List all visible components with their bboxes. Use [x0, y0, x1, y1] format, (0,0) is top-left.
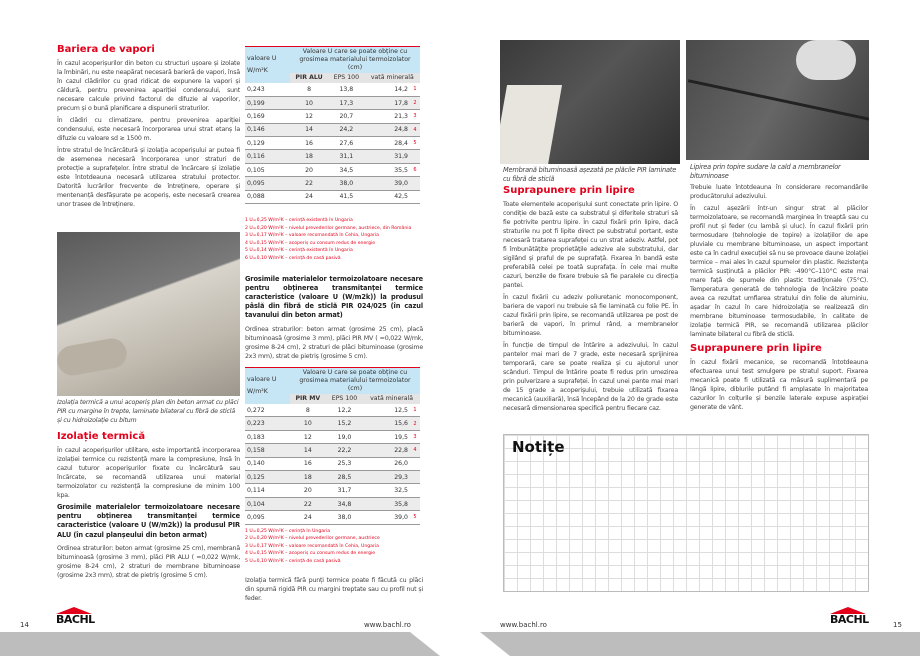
- pir-thickness: 8: [290, 83, 328, 96]
- u-value: 0,183: [245, 430, 290, 443]
- footnote-ref: [410, 484, 420, 497]
- eps-thickness: 24,2: [328, 123, 365, 136]
- notes-grid[interactable]: [503, 434, 869, 592]
- eps-thickness: 38,0: [326, 511, 364, 524]
- pir-thickness: 8: [290, 404, 326, 417]
- footnote: 2 U=0,20 W/m²K – nivelul prevederilor germane, austriece, din România: [245, 225, 412, 231]
- col-header-eps: EPS 100: [328, 73, 365, 83]
- u-value: 0,158: [245, 444, 290, 457]
- footnote-ref: [410, 190, 420, 203]
- u-value: 0,105: [245, 163, 290, 176]
- pir-thickness: 22: [290, 497, 326, 510]
- paragraph: În cazul fixării cu adeziv poliuretanic monocomponent, bariera de vapori nu trebuie să fie laminată cu folie PE. În cazul fixării prin lipire, se recomandă utilizarea pe post de barieră de vapori, în primul rând, a membranelor bituminoase.: [503, 294, 678, 338]
- u-value: 0,140: [245, 457, 290, 470]
- col-header-mineral-wool: vată minerală: [363, 394, 420, 404]
- pir-thickness: 22: [290, 177, 328, 190]
- heading-thermal-insulation: Izolație termică: [57, 431, 146, 442]
- footnote-ref: [410, 457, 420, 470]
- mineral-wool-thickness: 42,5: [365, 190, 410, 203]
- table-row: [245, 511, 420, 524]
- pir-thickness: 18: [290, 471, 326, 484]
- u-value: 0,243: [245, 83, 290, 96]
- pir-thickness: 20: [290, 484, 326, 497]
- eps-thickness: 27,6: [328, 137, 365, 150]
- pir-thickness: 18: [290, 150, 328, 163]
- mineral-wool-thickness: 19,5: [363, 430, 410, 443]
- footnote-ref: 6: [410, 163, 420, 176]
- footnote: 2 U=0,20 W/m²K – nivelul prevederilor germane, austriece: [245, 536, 380, 542]
- u-value: 0,116: [245, 150, 290, 163]
- group-header: Valoare U care se poate obține cu grosimea materialului termoizolator (cm): [290, 367, 420, 394]
- table1-block: [245, 46, 423, 606]
- pir-thickness: 24: [290, 190, 328, 203]
- u-value: 0,169: [245, 110, 290, 123]
- mineral-wool-thickness: 28,4: [365, 137, 410, 150]
- paragraph: În clădiri cu climatizare, pentru prevenirea apariției condensului, este necesară încorporarea unui strat etanș la difuzie cu valoare sd ≥ 1500 m.: [57, 117, 240, 142]
- mineral-wool-thickness: 24,8: [365, 123, 410, 136]
- heading-mechanical-fixing: Suprapunere prin lipire: [690, 343, 822, 355]
- footnote-ref: 1: [410, 404, 420, 417]
- footnote-ref: 3: [410, 430, 420, 443]
- paragraph: În cazul acoperișurilor din beton cu structuri ușoare și izolate la îmbinări, nu este neapărat necesară barieră de vapori, însă în cazul clădirilor cu grad ridicat de expunere la vapori și căldură, pentru prevenirea apariției condensului, sunt necesare calcule privind factorul de difuzie al vaporilor, precum și o bună planificare a dispunerii straturilor.: [57, 60, 240, 112]
- col-u-header: [245, 47, 290, 84]
- footnote-ref: [410, 177, 420, 190]
- footer-band: [480, 632, 920, 656]
- footnote-ref: 1: [410, 83, 420, 96]
- eps-thickness: 31,7: [326, 484, 364, 497]
- u-value: 0,095: [245, 511, 290, 524]
- eps-thickness: 38,0: [328, 177, 365, 190]
- website-url[interactable]: www.bachl.ro: [500, 621, 547, 629]
- paragraph: Ordinea straturilor: beton armat (grosime 25 cm), membrană bituminoasă (grosime 3 mm), plăci PIR ALU ( =0,022 W/mk, grosime 8-24 cm), 2 straturi de membrane bituminoase (grosime 2x3 mm), strat de pietriș (grosime 5 cm).: [57, 544, 240, 579]
- u-value: 0,129: [245, 137, 290, 150]
- table-row: [245, 163, 420, 176]
- pir-thickness: 14: [290, 123, 328, 136]
- footnote: 1 U=0,25 W/m²K – cerință existentă în Ungaria: [245, 218, 353, 224]
- footnote: 1 U=0,25 W/m²K – cerință în Ungaria: [245, 528, 331, 534]
- pir-thickness: 24: [290, 511, 326, 524]
- mineral-wool-thickness: 14,2: [365, 83, 410, 96]
- page-number: 15: [893, 621, 902, 629]
- u-value: 0,125: [245, 471, 290, 484]
- table1-footnotes: [245, 217, 423, 263]
- footnote-ref: 4: [410, 444, 420, 457]
- roof-insulation-photo: [57, 232, 240, 396]
- mineral-wool-thickness: 29,3: [363, 471, 410, 484]
- paragraph: În cazul fixării mecanice, se recomandă întotdeauna efectuarea unui test smulgere pe stratul suport. Fixarea mecanică poate fi utilizată ca măsură suplimentară pe lângă lipire, diblurile putând fi amplasate în majoritatea cazurilor în colțurile și benzile laterale expuse aspirației generate de vânt.: [690, 359, 868, 412]
- col-u-unit: W/m²K: [247, 67, 268, 74]
- eps-thickness: 34,8: [326, 497, 364, 510]
- table-row: [245, 417, 420, 430]
- footnote: 4 U=0,15 W/m²K – acoperiș cu consum redus de energie: [245, 240, 376, 246]
- mineral-wool-thickness: 22,8: [363, 444, 410, 457]
- u-value: 0,114: [245, 484, 290, 497]
- footnote: 5 U=0,14 W/m²K – cerință existentă în Ungaria: [245, 248, 353, 254]
- eps-thickness: 13,8: [328, 83, 365, 96]
- table-row: [245, 497, 420, 510]
- vapor-barrier-section: [57, 44, 240, 212]
- mineral-wool-thickness: 35,8: [363, 497, 410, 510]
- pir-thickness: 16: [290, 137, 328, 150]
- subheading-pir-alu: Grosimile materialelor termoizolatoare necesare pentru obținerea transmitanței termice caracteristice (valoare U (W/m2k)) la produsul PIR ALU (în cazul planșeului din beton armat): [57, 503, 240, 539]
- photo-caption: Membrană bituminoasă așezată pe plăcile PIR laminate cu fibră de sticlă: [503, 166, 677, 184]
- footnote: 3 U=0,17 W/m²K – valoare recomandată în Cehia, Ungaria: [245, 233, 379, 239]
- eps-thickness: 19,0: [326, 430, 364, 443]
- footnote: 5 U=0,10 W/m²K – cerință de casă pasivă: [245, 558, 341, 564]
- u-value-table-pir-mv: [245, 367, 420, 525]
- mineral-wool-thickness: 39,0: [365, 177, 410, 190]
- mineral-wool-thickness: 15,6: [363, 417, 410, 430]
- paragraph: Toate elementele acoperișului sunt conectate prin lipire. O condiție de bază este ca substratul și diferitele straturi să fie potrivite pentru lipire. În cazul fixării prin lipire, dacă straturile nu pot fi lipite direct pe substratul portant, este necesară tratarea suprafeței cu un strat adeziv. Astfel, pot fi îmbunătățite proprietățile adezive ale substratului, dar sigilând și praful de pe suprafață. Fixarea în bandă este preferabilă celei pe toată suprafața. În cele mai multe cazuri, benzile de fixare trebuie să fie paralele cu direcția pantei.: [503, 201, 678, 290]
- mineral-wool-thickness: 12,5: [363, 404, 410, 417]
- col-u-label: valoare U: [247, 375, 277, 383]
- group-header: Valoare U care se poate obține cu grosimea materialului termoizolator (cm): [290, 47, 420, 74]
- table-row: [245, 190, 420, 203]
- eps-thickness: 41,5: [328, 190, 365, 203]
- u-value: 0,088: [245, 190, 290, 203]
- mineral-wool-thickness: 17,8: [365, 96, 410, 109]
- u-value: 0,095: [245, 177, 290, 190]
- u-value: 0,199: [245, 96, 290, 109]
- pir-thickness: 10: [290, 96, 328, 109]
- footnote-ref: [410, 150, 420, 163]
- table-row: [245, 471, 420, 484]
- u-value: 0,223: [245, 417, 290, 430]
- footnote-ref: 2: [410, 96, 420, 109]
- col-header-pir: PIR MV: [290, 394, 326, 404]
- eps-thickness: 22,2: [326, 444, 364, 457]
- mineral-wool-thickness: 26,0: [363, 457, 410, 470]
- table-row: [245, 177, 420, 190]
- col-header-pir: PIR ALU: [290, 73, 328, 83]
- eps-thickness: 15,2: [326, 417, 364, 430]
- paragraph: Trebuie luate întotdeauna în considerare recomandările producătorului adezivului.: [690, 184, 868, 201]
- pir-thickness: 20: [290, 163, 328, 176]
- mineral-wool-thickness: 35,5: [365, 163, 410, 176]
- col-header-eps: EPS 100: [326, 394, 364, 404]
- bachl-logo: BACHL: [830, 607, 866, 629]
- table-row: [245, 484, 420, 497]
- pir-thickness: 14: [290, 444, 326, 457]
- eps-thickness: 20,7: [328, 110, 365, 123]
- footer-band: [0, 632, 440, 656]
- eps-thickness: 12,2: [326, 404, 364, 417]
- footnote: 3 U=0,17 W/m²K – valoare recomandată în Cehia, Ungaria: [245, 543, 379, 549]
- footnote: 4 U=0,15 W/m²K – acoperiș cu consum redus de energie: [245, 551, 376, 557]
- table-row: [245, 110, 420, 123]
- bachl-logo: BACHL: [56, 607, 92, 629]
- pir-thickness: 16: [290, 457, 326, 470]
- table-row: [245, 404, 420, 417]
- table-row: [245, 123, 420, 136]
- paragraph: În cazul așezării într-un singur strat al plăcilor termoizolatoare, se recomandă marginea în treaptă sau cu profil nut și feder (cu lambă și uluc). În cazul fixării prin termosudare (tehnologie de topire) a izolațiilor de ape pluviale cu membrane bituminoase, un aspect important este ca în cadrul execuției să nu se provoace daune izolației termice – mai ales în cazul spumelor din plastic. Rezistența termică susținută a plăcilor PIR: -490°C–110°C este mai mare față de spumele din plastic tradiționale (75°C). Temperatura generată de tehnologia de încălzire poate avea ca rezultat umflarea stratului din folie de aluminiu, așadar în cazul în care hidroizolația se realizează din membrane bituminoase termosudabile, în calitate de izolație termică PIR, se recomandă utilizarea plăcilor laminate bilateral cu fibră de sticlă.: [690, 205, 868, 339]
- mineral-wool-thickness: 31,9: [365, 150, 410, 163]
- table-row: [245, 83, 420, 96]
- heat-welding-photo: [686, 40, 869, 160]
- paragraph: Între stratul de încărcătură și izolația acoperișului ar putea fi de asemenea necesară încorporarea unor straturi de protecție a suprafețelor. Între stratul de încărcare și izolație este întotdeauna necesară utilizarea stratului protector. Datorită lucrărilor frecvente de întreținere, operare și mentenanță desfășurate pe acoperiș, este necesară crearea unor trasee de întreținere.: [57, 147, 240, 208]
- table-row: [245, 96, 420, 109]
- footnote-ref: 2: [410, 417, 420, 430]
- table-row: [245, 444, 420, 457]
- footnote-ref: [410, 497, 420, 510]
- photo-caption: Izolația termică a unui acoperiș plan din beton armat cu plăci PIR cu margine în trepte, laminate bilateral cu fibră de sticlă și cu hidroizolație cu bitum: [57, 399, 239, 424]
- pir-thickness: 10: [290, 417, 326, 430]
- footnote-ref: 4: [410, 123, 420, 136]
- paragraph: În funcție de timpul de întărire a adezivului, în cazul pantelor mai mari de 7 grade, este necesară sprijinirea temporară, care se poate realiza și cu ajutorul unor scânduri. Timpul de întărire poate fi redus prin umezirea prin pulverizare a suprafeței. În cazul unei pante mai mari de 15 grade a acoperișului, trebuie utilizată fixarea mecanică (auxiliară), însă începând de la 20 de grade este necesară dimensionarea specifică pentru fiecare caz.: [503, 342, 678, 413]
- table2-footnotes: [245, 528, 423, 566]
- eps-thickness: 34,5: [328, 163, 365, 176]
- pir-thickness: 12: [290, 110, 328, 123]
- footnote-ref: [410, 471, 420, 484]
- eps-thickness: 17,3: [328, 96, 365, 109]
- eps-thickness: 31,1: [328, 150, 365, 163]
- page-number: 14: [20, 621, 29, 629]
- mineral-wool-thickness: 32,5: [363, 484, 410, 497]
- notes-title: Notițe: [512, 438, 565, 456]
- table-row: [245, 137, 420, 150]
- eps-thickness: 28,5: [326, 471, 364, 484]
- col-header-mineral-wool: vată minerală: [365, 73, 420, 83]
- footnote-ref: 5: [410, 137, 420, 150]
- col-u-header: [245, 367, 290, 404]
- table-row: [245, 150, 420, 163]
- mineral-wool-thickness: 21,3: [365, 110, 410, 123]
- u-value: 0,104: [245, 497, 290, 510]
- heading-adhesive-overlap: Suprapunere prin lipire: [503, 185, 635, 197]
- pir-thickness: 12: [290, 430, 326, 443]
- paragraph: Ordinea straturilor: beton armat (grosime 25 cm), placă bituminoasă (grosime 3 mm), plăci PIR MV ( =0,022 W/mk, grosime 8-24 cm), 2 straturi de plăci bituminoase (grosime 2x3 mm), strat de pietriș (grosime 5 cm).: [245, 325, 423, 360]
- table-row: [245, 457, 420, 470]
- table-row: [245, 430, 420, 443]
- col-u-label: valoare U: [247, 55, 277, 62]
- photo-caption: Lipirea prin topire sudare la cald a membranelor bituminoase: [690, 163, 841, 181]
- website-url[interactable]: www.bachl.ro: [364, 621, 411, 629]
- u-value-table-pir-alu: [245, 46, 420, 204]
- col-u-unit: W/m²K: [247, 387, 268, 395]
- footnote-ref: 5: [410, 511, 420, 524]
- paragraph: Izolația termică fără punți termice poate fi făcută cu plăci din spumă rigidă PIR cu margini treptate sau cu profil nut și feder.: [245, 576, 423, 602]
- u-value: 0,146: [245, 123, 290, 136]
- footnote-ref: 3: [410, 110, 420, 123]
- bitumen-membrane-photo: [500, 40, 680, 164]
- eps-thickness: 25,3: [326, 457, 364, 470]
- paragraph: În cazul acoperișurilor utilitare, este importantă incorporarea izolației termice cu rezistență mare la compresiune, însă în cazul tuturor acoperișurilor fixate cu încărcătură sau încărcate, se recomandă utilizarea unui material termoizolator cu rezistență la compresiune de minim 100 kpa.: [57, 447, 240, 499]
- subheading-pir-mv: Grosimile materialelor termoizolatoare necesare pentru obținerea transmitanței termice caracteristice (valoare U (W/m2k)) la produsul pâslă din fibră de sticlă PIR 024/025 (în cazul tavanului din beton armat): [245, 274, 423, 320]
- mineral-wool-thickness: 39,0: [363, 511, 410, 524]
- heading-vapor-barrier: Bariera de vapori: [57, 44, 155, 55]
- footnote: 6 U=0,10 W/m²K – cerință de casă pasivă: [245, 255, 341, 261]
- u-value: 0,272: [245, 404, 290, 417]
